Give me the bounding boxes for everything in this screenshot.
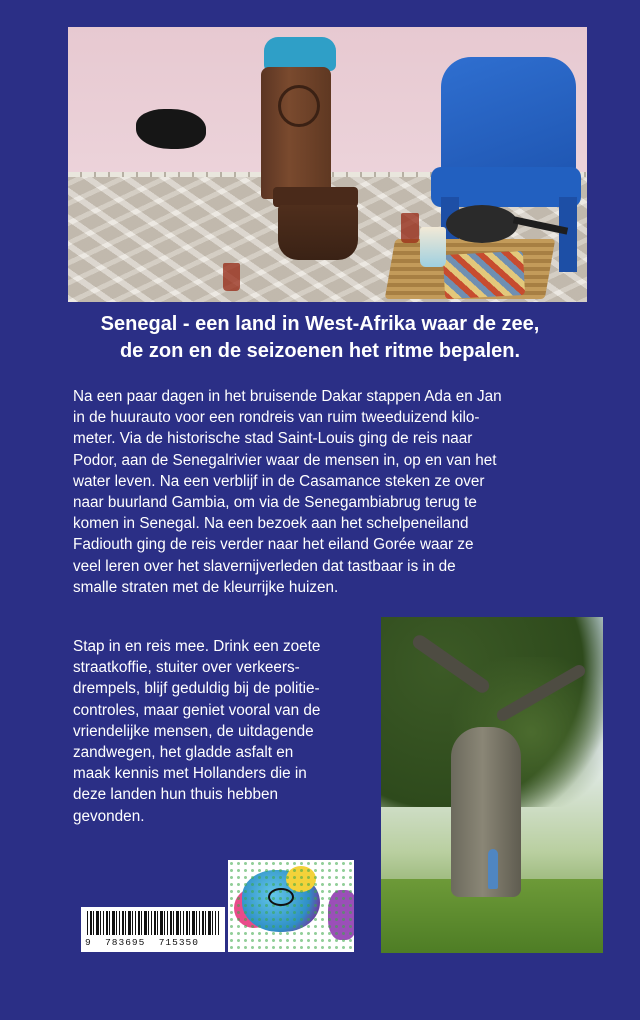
baobab-tree-photo (381, 617, 603, 953)
text-line: controles, maar geniet vooral van de (73, 701, 321, 719)
tagline (40, 311, 600, 365)
isbn-barcode (81, 907, 225, 952)
blue-chair-leg (559, 197, 577, 272)
text-line: Podor, aan de Senegalrivier waar de mensen in, op en van het (73, 451, 497, 469)
text-line: in de huurauto voor een rondreis van ruim tweeduizend kilo- (73, 409, 480, 427)
barcode-number: 9 783695 715350 (85, 937, 199, 948)
text-line: smalle straten met de kleurrijke huizen. (73, 578, 339, 596)
patterned-cloth (443, 251, 525, 299)
text-line: straatkoffie, stuiter over verkeers- (73, 659, 300, 677)
text-line: naar buurland Gambia, om via de Senegambiabrug terug te (73, 494, 477, 512)
frying-pan (446, 205, 518, 243)
blue-towel (264, 37, 336, 71)
text-line: maak kennis met Hollanders die in (73, 765, 307, 783)
wooden-chair-seat (273, 187, 358, 207)
tagline-line: Senegal - een land in West-Afrika waar de zee, (100, 313, 540, 335)
tagline-line: de zon en de seizoenen het ritme bepalen. (119, 340, 521, 362)
barcode-bars (87, 911, 219, 935)
text-line: vriendelijke mensen, de uitdagende (73, 722, 314, 740)
text-line: zandwegen, het gladde asfalt en (73, 744, 294, 762)
chair-carving (278, 85, 320, 127)
text-line: Fadiouth ging de reis verder naar het eiland Gorée waar ze (73, 536, 474, 554)
carved-wooden-chair (261, 67, 331, 199)
top-photo-chairs (68, 27, 587, 302)
baobab-trunk (451, 727, 521, 897)
text-line: veel leren over het slavernijverleden dat tastbaar is in de (73, 557, 456, 575)
logo-eye (268, 888, 294, 906)
logo-dots (228, 860, 354, 952)
text-line: Stap in en reis mee. Drink een zoete (73, 638, 321, 655)
blue-chair-back (441, 57, 576, 177)
description-paragraph-2 (73, 636, 373, 827)
tea-glass (223, 263, 240, 291)
text-line: water leven. Na een verblijf in de Casamance steken ze over (73, 472, 485, 490)
text-line: meter. Via de historische stad Saint-Louis ging de reis naar (73, 430, 473, 448)
black-bag (136, 109, 206, 149)
cup (420, 227, 446, 267)
description-paragraph-1 (73, 386, 579, 598)
text-line: komen in Senegal. Na een bezoek aan het schelpeneiland (73, 515, 469, 533)
wooden-chair-base (278, 205, 358, 260)
publisher-logo-art (228, 860, 354, 952)
text-line: gevonden. (73, 807, 145, 825)
text-line: deze landen hun thuis hebben (73, 786, 278, 804)
text-line: drempels, blijf geduldig bij de politie- (73, 680, 320, 698)
tea-glass (401, 213, 419, 243)
text-line: Na een paar dagen in het bruisende Dakar stappen Ada en Jan (73, 388, 502, 405)
person-figure (488, 849, 498, 889)
